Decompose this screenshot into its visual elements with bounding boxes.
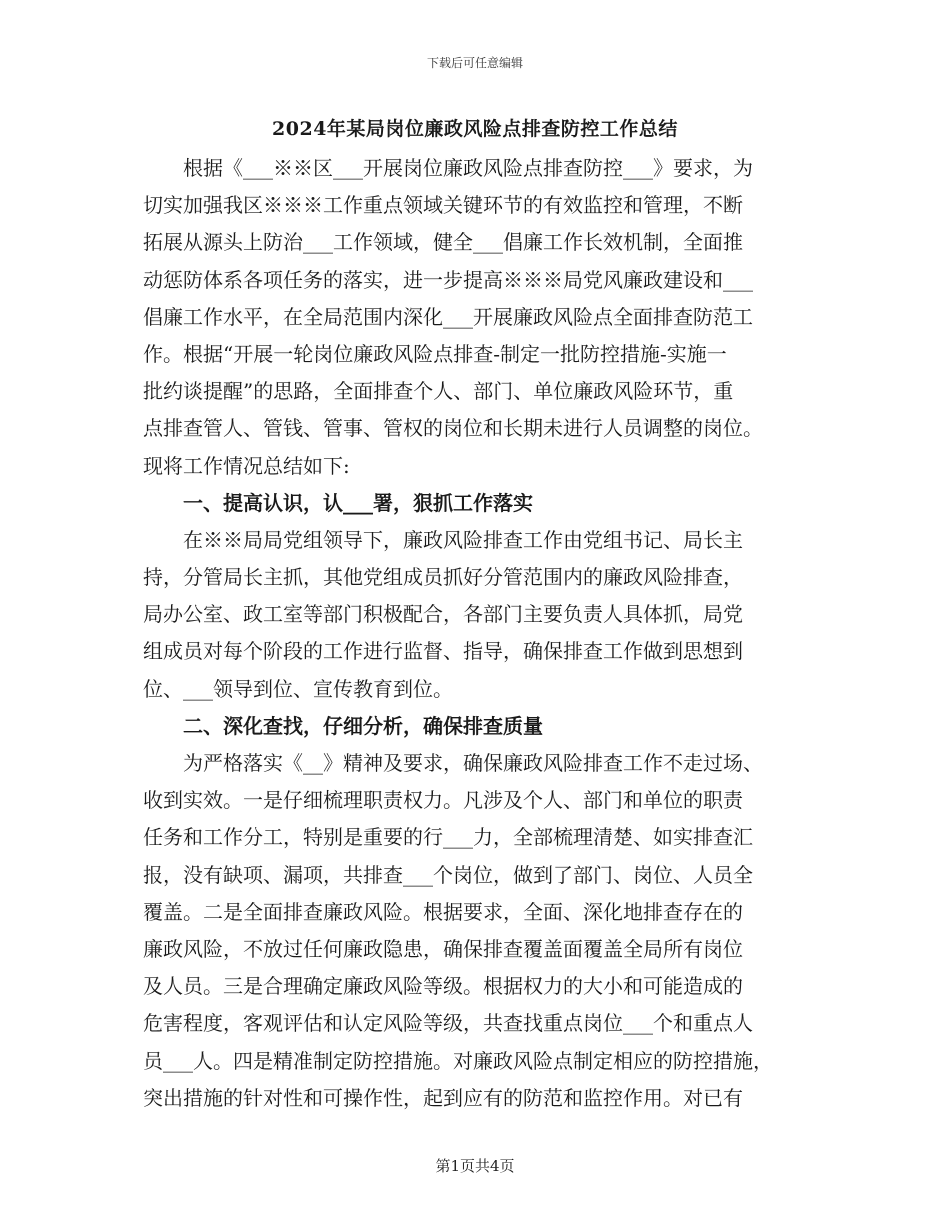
page-footer: 第1页共4页 [435,1157,515,1175]
section-heading-1: 一、提高认识，认___署，狠抓工作落实 [143,490,533,515]
body-line: 覆盖。二是全面排查廉政风险。根据要求，全面、深化地排查存在的 [143,899,743,924]
body-line: 批约谈提醒”的思路，全面排查个人、部门、单位廉政风险环节，重 [143,379,734,404]
body-line: 切实加强我区※※※工作重点领域关键环节的有效监控和管理，不断 [143,193,743,218]
body-line: 及人员。三是合理确定廉政风险等级。根据权力的大小和可能造成的 [143,974,743,999]
body-line: 持，分管局长主抓，其他党组成员抓好分管范围内的廉政风险排查， [143,565,743,590]
body-line: 局办公室、政工室等部门积极配合，各部门主要负责人具体抓，局党 [143,602,743,627]
document-title: 2024年某局岗位廉政风险点排查防控工作总结 [272,118,678,140]
body-line: 现将工作情况总结如下: [143,453,350,478]
header-note: 下载后可任意编辑 [426,56,523,70]
body-line: 组成员对每个阶段的工作进行监督、指导，确保排查工作做到思想到 [143,639,743,664]
body-line: 廉政风险，不放过任何廉政隐患，确保排查覆盖面覆盖全局所有岗位 [143,936,743,961]
body-line: 在※※局局党组领导下，廉政风险排查工作由党组书记、局长主 [143,527,743,552]
body-line: 位、___领导到位、宣传教育到位。 [143,676,453,701]
body-line: 报，没有缺项、漏项，共排查___个岗位，做到了部门、岗位、人员全 [143,862,753,887]
body-line: 任务和工作分工，特别是重要的行___力，全部梳理清楚、如实排查汇 [143,825,753,850]
body-line: 点排查管人、管钱、管事、管权的岗位和长期未进行人员调整的岗位。 [143,416,763,441]
section-heading-2: 二、深化查找，仔细分析，确保排查质量 [143,713,543,738]
body-line: 突出措施的针对性和可操作性，起到应有的防范和监控作用。对已有 [143,1085,743,1110]
body-line: 动惩防体系各项任务的落实，进一步提高※※※局党风廉政建设和___ [143,267,753,292]
body-line: 收到实效。一是仔细梳理职责权力。凡涉及个人、部门和单位的职责 [143,788,743,813]
body-line: 拓展从源头上防治___工作领域，健全___倡廉工作长效机制，全面推 [143,230,743,255]
body-line: 作。根据“开展一轮岗位廉政风险点排查-制定一批防控措施-实施一 [143,341,727,366]
body-line: 危害程度，客观评估和认定风险等级，共查找重点岗位___个和重点人 [143,1011,753,1036]
body-line: 倡廉工作水平，在全局范围内深化___开展廉政风险点全面排查防范工 [143,304,753,329]
body-line: 根据《___※※区___开展岗位廉政风险点排查防控___》要求，为 [143,156,753,180]
body-line: 员___人。四是精准制定防控措施。对廉政风险点制定相应的防控措施， [143,1048,773,1073]
body-line: 为严格落实《__》精神及要求，确保廉政风险排查工作不走过场、 [143,751,763,775]
document-body [143,150,811,1117]
